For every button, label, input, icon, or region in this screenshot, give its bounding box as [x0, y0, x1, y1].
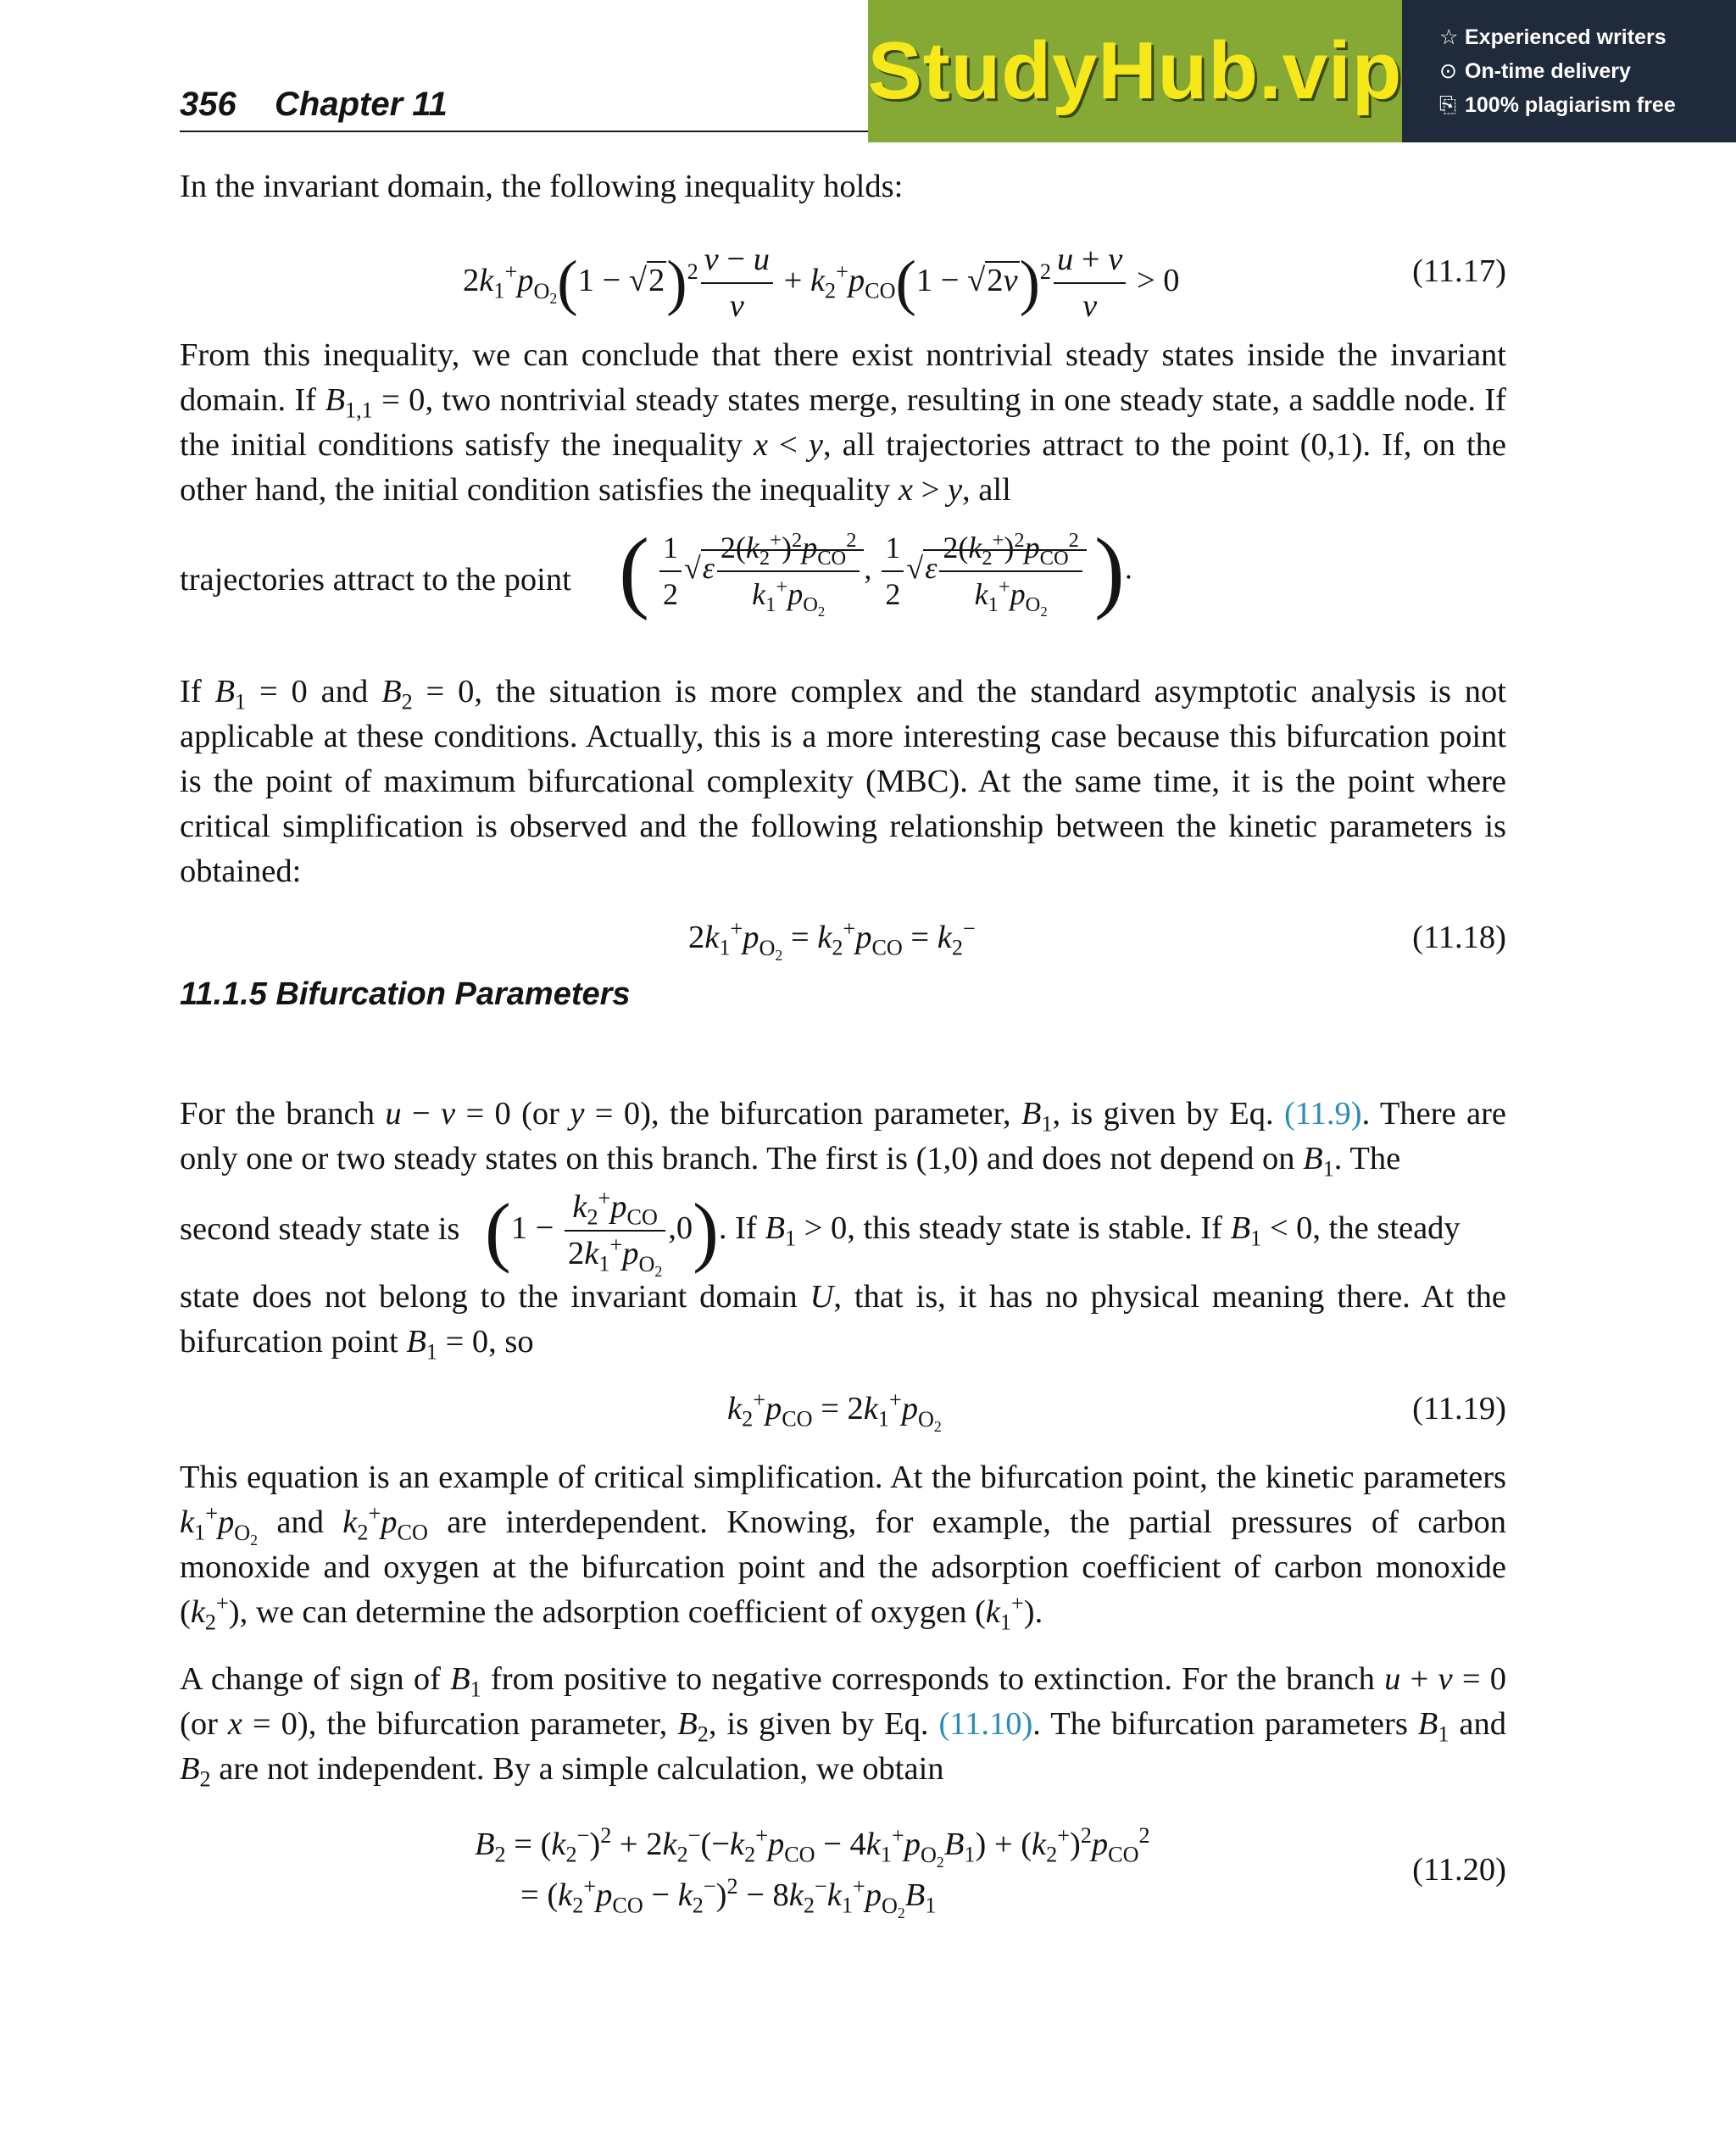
claim-label: On-time delivery	[1465, 59, 1631, 83]
equation-number: (11.18)	[1412, 920, 1506, 955]
point-coordinates: ( $\frac{1}{2}$ √ε $\frac{2(k_2^+)^2p_{CO}^2}{k_1^+p_{O_2}}$ , $\frac{1}{2}$ √ε $\frac{2(k_2^+)^2p_{CO}^2}{k_1^+p_{O_2}}$ ).	[619, 520, 1132, 621]
claim-label: Experienced writers	[1465, 25, 1666, 49]
studyhub-logo[interactable]	[868, 0, 1402, 142]
second-steady-state	[180, 1180, 1506, 1280]
document-check-icon: ⎘	[1439, 93, 1457, 117]
chapter-title: Chapter 11	[275, 86, 448, 123]
equation-11-19	[180, 1387, 1506, 1438]
second-state-label: second steady state is	[180, 1211, 460, 1247]
claim-item	[1439, 88, 1736, 122]
equation-link-11-10[interactable]: (11.10)	[938, 1706, 1033, 1742]
studyhub-banner[interactable]	[868, 0, 1736, 142]
trajectories-point	[180, 517, 1506, 644]
equation-body: $k_2^+p_{CO} = 2k_1^+p_{O_2}$	[727, 1387, 942, 1435]
equation-11-18	[180, 915, 1506, 966]
equation-number: (11.20)	[1412, 1852, 1506, 1888]
equation-line-2: = $(k_2^+p_{CO} - k_2^-)^2 - 8k_2^-k_1^+p_{O_2}B_1$	[520, 1874, 937, 1921]
equation-11-20	[180, 1822, 1506, 1924]
equation-body: $2k_1^+p_{O_2}(1 - √2)^2$ $\frac{v - u}{v}$ + $k_2^+p_{CO}(1 - √2v)^2$ $\frac{u + v}{v}$ > 0	[463, 237, 1180, 329]
claim-label: 100% plagiarism free	[1465, 93, 1676, 117]
paragraph-intro: In the invariant domain, the following inequality holds:	[180, 169, 904, 204]
section-heading: 11.1.5 Bifurcation Parameters	[180, 976, 631, 1012]
equation-link-11-9[interactable]: (11.9)	[1284, 1096, 1362, 1132]
equation-11-17	[180, 227, 1506, 324]
equation-number: (11.19)	[1412, 1391, 1506, 1426]
paragraph-sign-change: A change of sign of $B_1$ from positive to negative corresponds to extinction. For the branch u + v = 0 (or x = 0), the bifurcation parameter, $B_2$, is given by Eq. (11.10). The bifurcation parameters $B_1$ and $B_2$ are not independent. By a simple calculation, we obtain	[180, 1661, 1507, 1792]
paragraph-critical-simplification: This equation is an example of critical simplification. At the bifurcation point, the kinetic parameters $k_1^+p_{O_2}$ and $k_2^+p_{CO}$ are interdependent. Knowing, for example, the partial pressures of carbon monoxide and oxygen at the bifurcation point and the adsorption coefficient of carbon monoxide $(k_2^+)$, we can determine the adsorption coefficient of oxygen $(k_1^+)$.	[180, 1460, 1506, 1635]
page-number: 356	[180, 86, 236, 123]
paragraph-branch: For the branch u − v = 0 (or y = 0), the bifurcation parameter, $B_1$, is given by Eq. (11.9). There are only one or two steady states on this branch. The first is (1,0) and does not depend on $B_1$. The	[180, 1096, 1507, 1182]
claim-item	[1439, 20, 1736, 54]
trajectories-label: trajectories attract to the point	[180, 562, 571, 598]
star-icon: ☆	[1439, 25, 1459, 49]
second-state-expression: (1 − $\frac{k_2^+p_{CO}}{2k_1^+p_{O_2}}$ ,0). If $B_1 > 0$, this steady state is stable. If $B_1 < 0$, the steady	[485, 1186, 1461, 1280]
paragraph-complex-case: If $B_1 = 0$ and $B_2 = 0$, the situation is more complex and the standard asymptotic analysis is not applicable at these conditions. Actually, this is a more interesting case because this bifurcation point is the point of maximum bifurcational complexity (MBC). At the same time, it is the point where critical simplification is observed and the following relationship between the kinetic parameters is obtained:	[180, 674, 1506, 889]
equation-number: (11.17)	[1412, 253, 1506, 289]
claim-item	[1439, 54, 1736, 88]
logo-text: StudyHub.vip	[867, 25, 1403, 116]
equation-body: $2k_1^+p_{O_2} = k_2^+p_{CO} = k_2^-$	[688, 916, 976, 964]
equation-line-1: $B_2 = (k_2^-)^2 + 2k_2^-(-k_2^+p_{CO} - 4k_1^+p_{O_2}B_1) + (k_2^+)^2p_{CO}^2$	[475, 1823, 1150, 1871]
paragraph-steady-states: From this inequality, we can conclude that there exist nontrivial steady states inside the invariant domain. If $B_{1,1} = 0$, two nontrivial steady states merge, resulting in one steady state, a saddle node. If the initial conditions satisfy the inequality x < y, all trajectories attract to the point (0,1). If, on the other hand, the initial condition satisfies the inequality x > y, all	[180, 337, 1506, 508]
banner-claims	[1402, 0, 1736, 142]
clock-icon: ⊙	[1439, 59, 1457, 83]
paragraph-invariant-domain: state does not belong to the invariant domain U, that is, it has no physical meaning there. At the bifurcation point $B_1 = 0$, so	[180, 1279, 1506, 1365]
